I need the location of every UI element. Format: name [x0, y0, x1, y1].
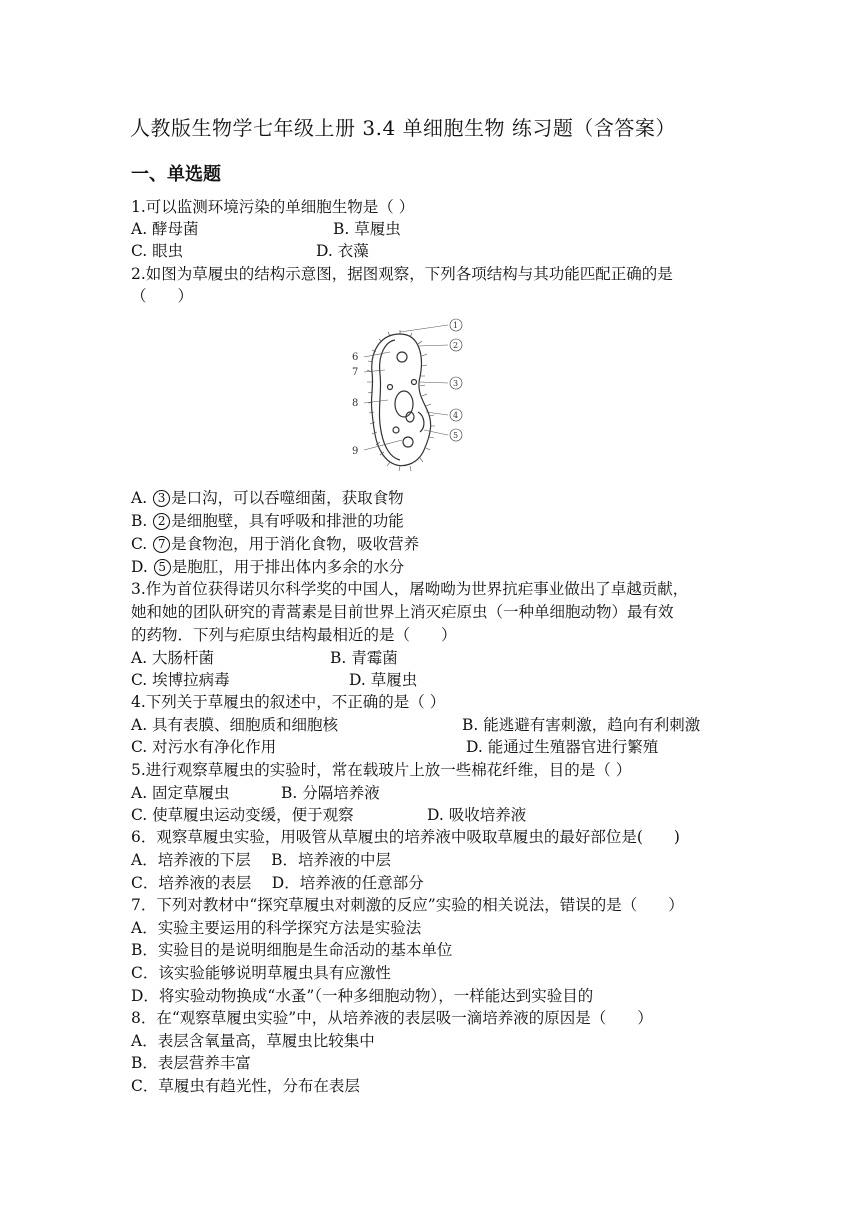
q5-stem: 5.进行观察草履虫的实验时，常在载玻片上放一些棉花纤维，目的是（ ）: [131, 761, 632, 779]
q4-option-a: A. 具有表膜、细胞质和细胞核: [131, 716, 339, 734]
figure-label-3: 3: [453, 379, 459, 388]
q2-stem-line2: （ ）: [131, 287, 194, 305]
section-heading: 一、单选题: [131, 164, 221, 185]
q8-option-a: A．表层含氧量高，草履虫比较集中: [131, 1032, 375, 1050]
circled-number-3: 3: [153, 490, 170, 507]
q7-option-b: B．实验目的是说明细胞是生命活动的基本单位: [131, 941, 453, 959]
q5-option-a: A. 固定草履虫: [131, 784, 230, 802]
q4-option-c: C. 对污水有净化作用: [131, 738, 277, 756]
figure-label-1: 1: [453, 321, 459, 330]
q1-option-d: D. 衣藻: [316, 242, 369, 260]
figure-label-7: 7: [352, 367, 359, 378]
q3-stem-line1: 3.作为首位获得诺贝尔科学奖的中国人，屠呦呦为世界抗疟事业做出了卓越贡献，: [131, 580, 689, 598]
q2-option-a: A. 3 是口沟，可以吞噬细菌，获取食物: [131, 489, 404, 507]
q6-options-cd: C．培养液的表层 D．培养液的任意部分: [131, 874, 424, 892]
circled-number-5: 5: [154, 559, 171, 576]
q1-option-c: C. 眼虫: [131, 242, 184, 260]
q8-option-c: C．草履虫有趋光性，分布在表层: [131, 1077, 360, 1095]
q1-stem: 1.可以监测环境污染的单细胞生物是（ ）: [131, 198, 415, 216]
q5-option-c: C. 使草履虫运动变缓，便于观察: [131, 806, 354, 824]
q8-option-b: B．表层营养丰富: [131, 1054, 251, 1072]
q7-option-c: C．该实验能够说明草履虫具有应激性: [131, 964, 391, 982]
q4-option-b: B. 能逃避有害刺激，趋向有利刺激: [462, 716, 701, 734]
figure-label-8: 8: [352, 398, 359, 409]
q3-option-a: A. 大肠杆菌: [131, 649, 215, 667]
figure-label-5: 5: [453, 431, 459, 440]
q3-option-d: D. 草履虫: [349, 671, 418, 689]
paramecium-diagram: [340, 312, 470, 480]
q3-option-b: B. 青霉菌: [330, 649, 398, 667]
q6-stem: 6．观察草履虫实验，用吸管从草履虫的培养液中吸取草履虫的最好部位是( ): [131, 828, 680, 846]
q7-option-d: D．将实验动物换成“水蚤”（一种多细胞动物），一样能达到实验目的: [131, 987, 594, 1005]
figure-label-6: 6: [352, 352, 359, 363]
q7-stem: 7．下列对教材中“探究草履虫对刺激的反应”实验的相关说法，错误的是（ ）: [131, 896, 684, 914]
q1-option-a: A. 酵母菌: [131, 220, 199, 238]
q3-stem-line2: 她和她的团队研究的青蒿素是目前世界上消灭疟原虫（一种单细胞动物）最有效: [131, 603, 674, 621]
q5-option-b: B. 分隔培养液: [281, 784, 380, 802]
q3-option-c: C. 埃博拉病毒: [131, 671, 230, 689]
q3-stem-line3: 的药物．下列与疟原虫结构最相近的是（ ）: [131, 626, 457, 644]
q2-option-c: C. 7 是食物泡，用于消化食物，吸收营养: [131, 535, 420, 553]
q8-stem: 8．在“观察草履虫实验”中，从培养液的表层吸一滴培养液的原因是（ ）: [131, 1009, 653, 1027]
circled-number-7: 7: [153, 536, 170, 553]
q4-stem: 4.下列关于草履虫的叙述中，不正确的是（ ）: [131, 693, 446, 711]
q5-option-d: D. 吸收培养液: [427, 806, 527, 824]
circled-number-2: 2: [153, 513, 170, 530]
document-title: 人教版生物学七年级上册 3.4 单细胞生物 练习题（含答案）: [130, 116, 676, 140]
q1-option-b: B. 草履虫: [333, 220, 401, 238]
q7-option-a: A．实验主要运用的科学探究方法是实验法: [131, 919, 422, 937]
figure-label-9: 9: [352, 446, 359, 457]
figure-label-2: 2: [453, 341, 459, 350]
q6-options-ab: A．培养液的下层 B．培养液的中层: [131, 851, 392, 869]
figure-label-4: 4: [453, 411, 459, 420]
q2-stem-line1: 2.如图为草履虫的结构示意图，据图观察，下列各项结构与其功能匹配正确的是: [131, 265, 673, 283]
q4-option-d: D. 能通过生殖器官进行繁殖: [466, 738, 659, 756]
q2-option-d: D. 5 是胞肛，用于排出体内多余的水分: [131, 558, 405, 576]
q2-option-b: B. 2 是细胞壁，具有呼吸和排泄的功能: [131, 512, 404, 530]
